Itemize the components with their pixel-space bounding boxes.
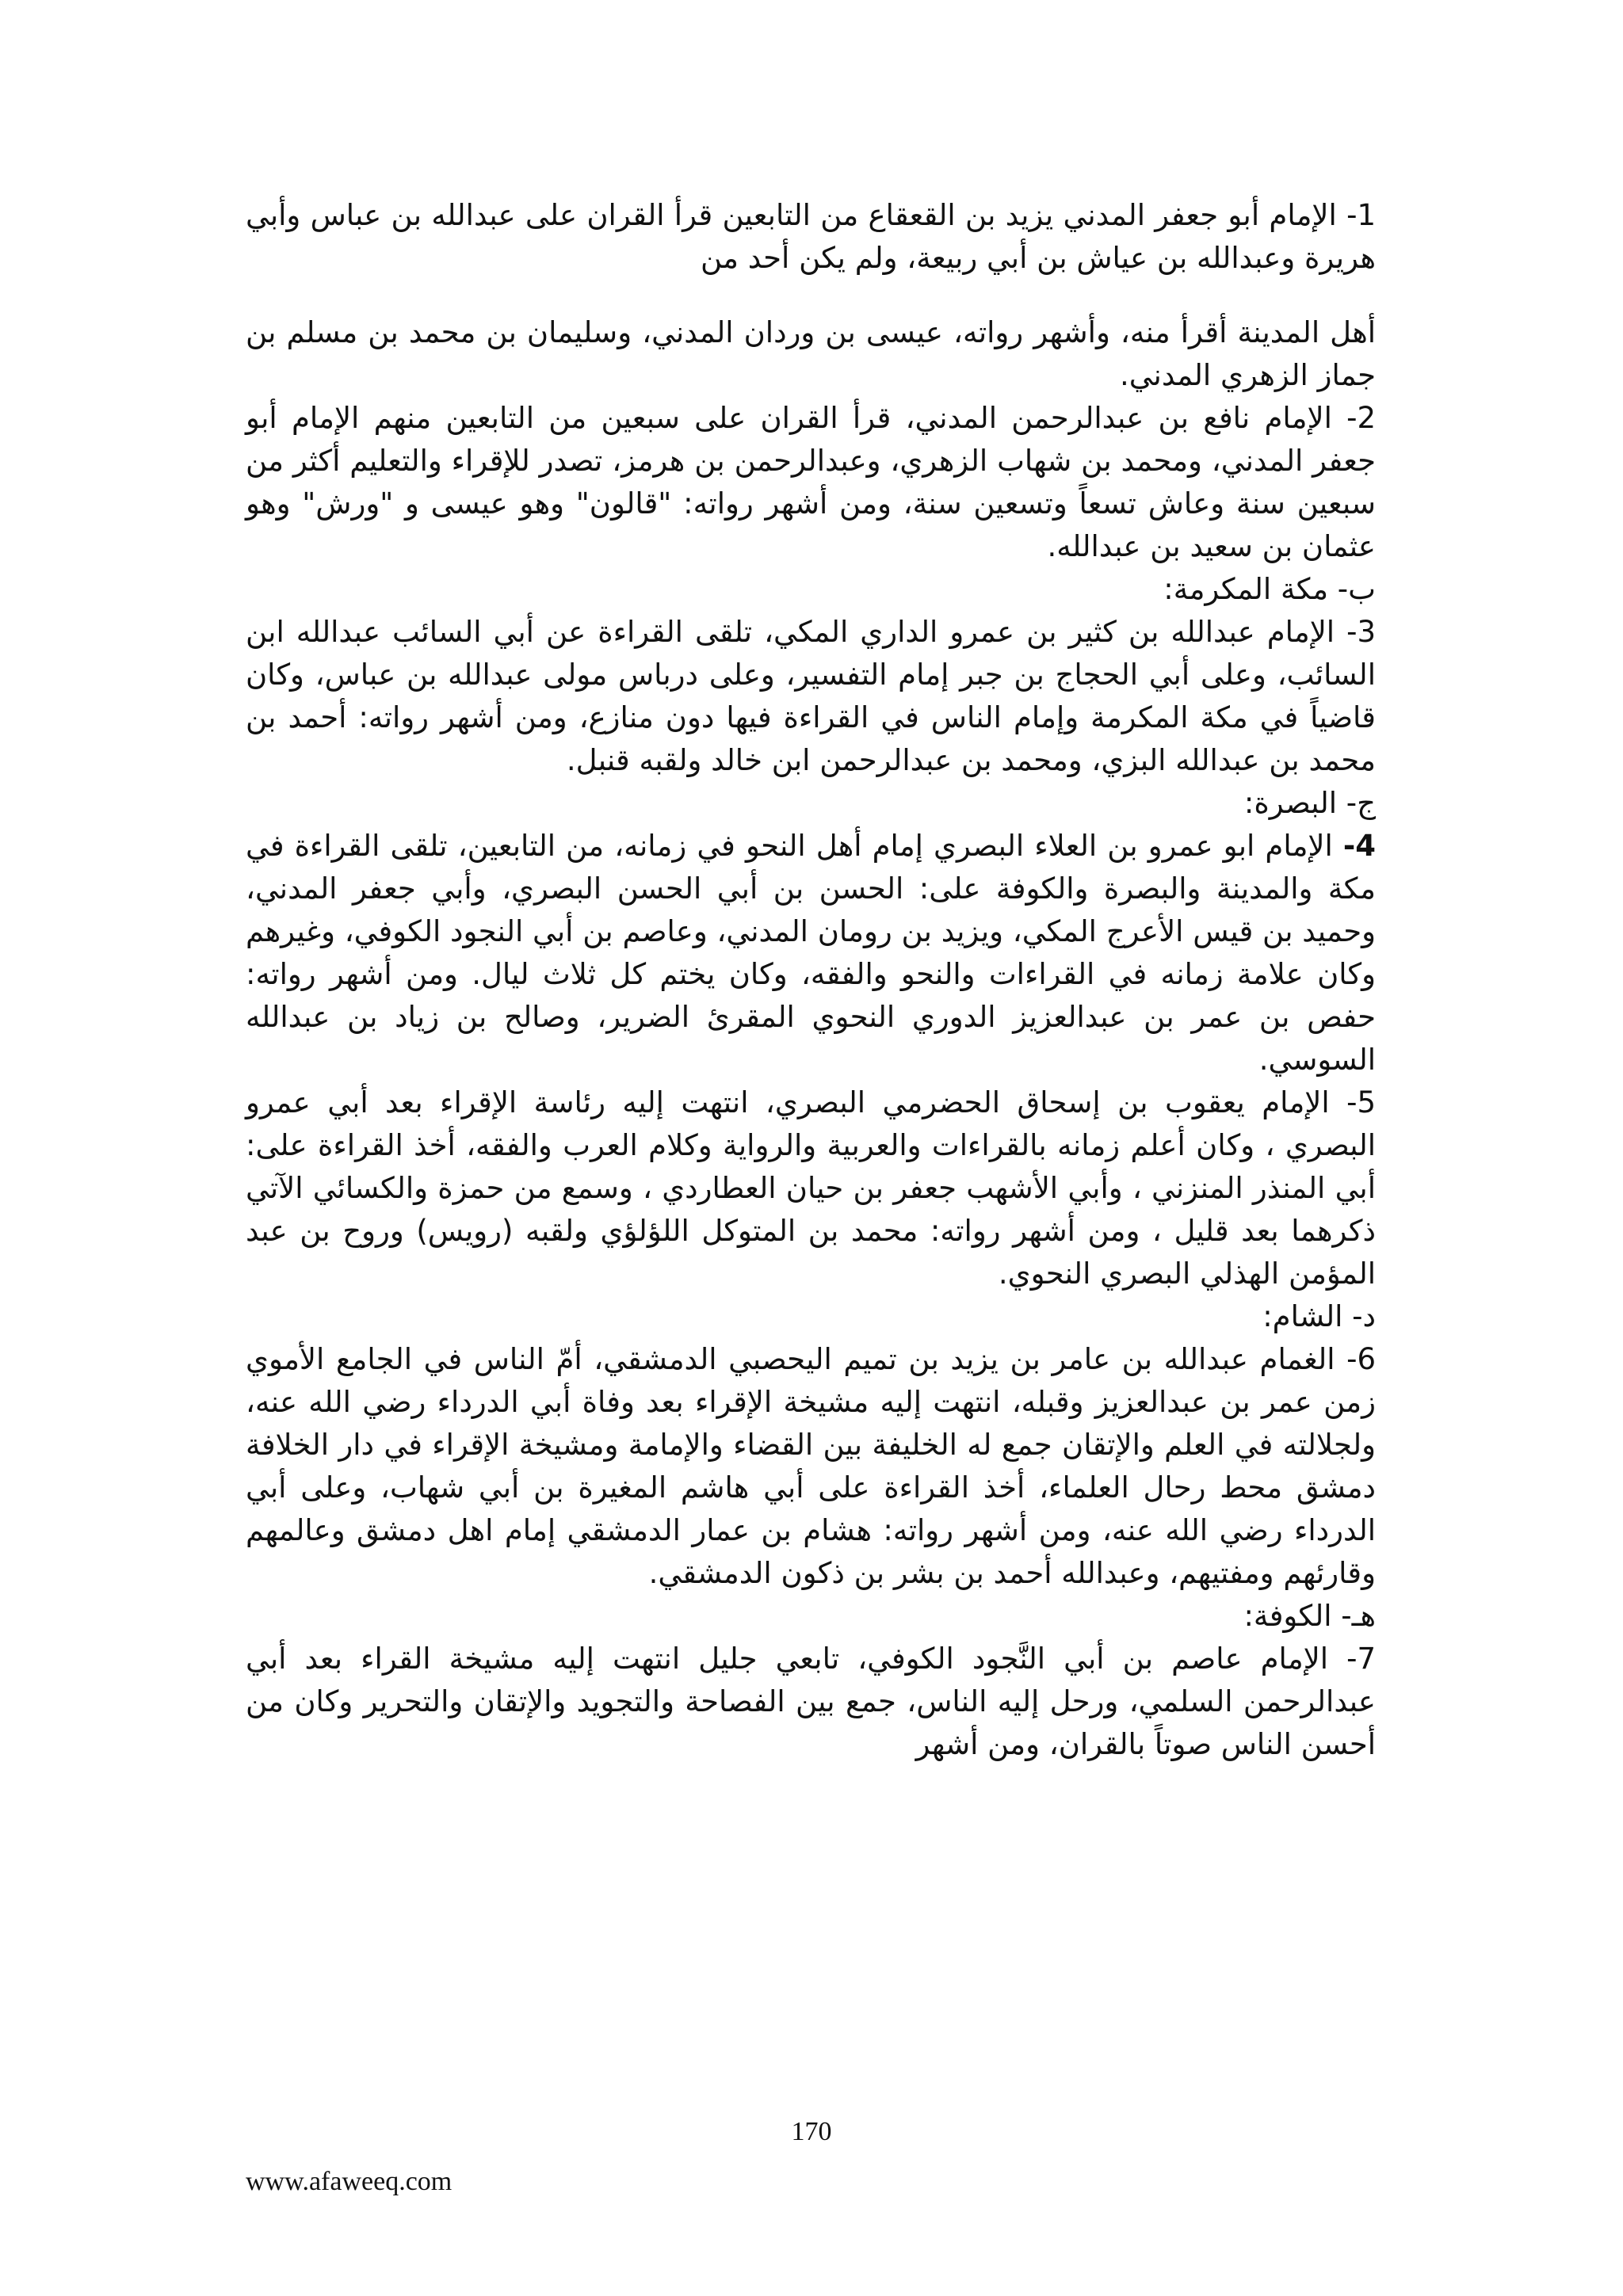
paragraph-7 xyxy=(246,1638,1376,1766)
paragraph-4 xyxy=(246,825,1376,1081)
paragraph-number: 4- xyxy=(1342,829,1376,863)
paragraph-6 xyxy=(246,1338,1376,1595)
body-text xyxy=(246,194,1376,1766)
paragraph-1: 1- الإمام أبو جعفر المدني يزيد بن القعقاع من التابعين قرأ القران على عبدالله بن عباس وأبي هريرة وعبدالله بن عياش بن أبي ربيعة، ولم يكن أحد من xyxy=(246,198,1376,275)
site-url: www.afaweeq.com xyxy=(246,2167,453,2196)
page-number: 170 xyxy=(791,2117,832,2146)
paragraph-body: الإمام عاصم بن أبي النَّجود الكوفي، تابعي جليل انتهت إليه مشيخة القراء بعد أبي عبدالرحمن السلمي، ورحل إليه الناس، جمع بين الفصاحة والتجويد والإتقان والتحرير وكان من أحسن الناس صوتاً بالقران، ومن أشهر xyxy=(246,1642,1376,1761)
paragraph-1-continued: أهل المدينة أقرأ منه، وأشهر رواته، عيسى بن وردان المدني، وسليمان بن محمد بن مسلم بن جماز الزهري المدني. xyxy=(246,315,1376,392)
paragraph-5 xyxy=(246,1081,1376,1295)
section-heading-basra: ج- البصرة: xyxy=(1243,786,1376,820)
paragraph-body: الإمام ابو عمرو بن العلاء البصري إمام أهل النحو في زمانه، من التابعين، تلقى القراءة في مكة والمدينة والبصرة والكوفة على: الحسن بن أبي الحسن البصري، وأبي جعفر المدني، وحميد بن قيس الأعرج المكي، ويزيد بن رومان المدني، وعاصم بن أبي النجود الكوفي، وغيرهم وكان علامة زمانه في القراءات والنحو والفقه، وكان يختم كل ثلاث ليال. ومن أشهر رواته: حفص بن عمر بن عبدالعزيز الدوري النحوي المقرئ الضرير، وصالح بن زياد بن عبدالله السوسي. xyxy=(246,829,1376,1077)
paragraph-body: الإمام يعقوب بن إسحاق الحضرمي البصري، انتهت إليه رئاسة الإقراء بعد أبي عمرو البصري ، وكان أعلم زمانه بالقراءات والعربية والرواية وكلام العرب والفقه، أخذ القراءة على: أبي المنذر المنزني ، وأبي الأشهب جعفر بن حيان العطاردي ، وسمع من حمزة والكسائي الآتي ذكرهما بعد قليل ، ومن أشهر رواته: محمد بن المتوكل اللؤلؤي ولقبه (رويس) وروح بن عبد المؤمن الهذلي البصري النحوي. xyxy=(246,1085,1376,1291)
paragraph-number: 7- xyxy=(1346,1642,1376,1676)
paragraph-number: 5- xyxy=(1346,1085,1376,1119)
paragraph-gap xyxy=(246,280,1376,311)
section-heading-makkah: ب- مكة المكرمة: xyxy=(1163,572,1376,606)
section-heading-kufa: هـ- الكوفة: xyxy=(1243,1599,1376,1633)
paragraph-2: 2- الإمام نافع بن عبدالرحمن المدني، قرأ القران على سبعين من التابعين منهم الإمام أبو جعفر المدني، ومحمد بن شهاب الزهري، وعبدالرحمن بن هرمز، تصدر للإقراء والتعليم أكثر من سبعين سنة وعاش تسعاً وتسعين سنة، ومن أشهر رواته: "قالون" وهو عيسى و "ورش" وهو عثمان بن سعيد بن عبدالله. xyxy=(246,401,1376,563)
paragraph-3: 3- الإمام عبدالله بن كثير بن عمرو الداري المكي، تلقى القراءة عن أبي السائب عبدالله ابن السائب، وعلى أبي الحجاج بن جبر إمام التفسير، وعلى درباس مولى عبدالله بن عباس، وكان قاضياً في مكة المكرمة وإمام الناس في القراءة فيها دون منازع، ومن أشهر رواته: أحمد بن محمد بن عبدالله البزي، ومحمد بن عبدالرحمن ابن خالد ولقبه قنبل. xyxy=(246,615,1376,777)
paragraph-number: 6- xyxy=(1346,1342,1376,1376)
paragraph-body: الغمام عبدالله بن عامر بن يزيد بن تميم اليحصبي الدمشقي، أمّ الناس في الجامع الأموي زمن عمر بن عبدالعزيز وقبله، انتهت إليه مشيخة الإقراء بعد وفاة أبي الدرداء رضي الله عنه، ولجلالته في العلم والإتقان جمع له الخليفة بين القضاء والإمامة ومشيخة الإقراء في دار الخلافة دمشق محط رحال العلماء، أخذ القراءة على أبي هاشم المغيرة بن أبي شهاب، وعلى أبي الدرداء رضي الله عنه، ومن أشهر رواته: هشام بن عمار الدمشقي إمام اهل دمشق وعالمهم وقارئهم ومفتيهم، وعبدالله أحمد بن بشر بن ذكون الدمشقي. xyxy=(246,1342,1376,1590)
section-heading-sham: د- الشام: xyxy=(1262,1299,1376,1333)
